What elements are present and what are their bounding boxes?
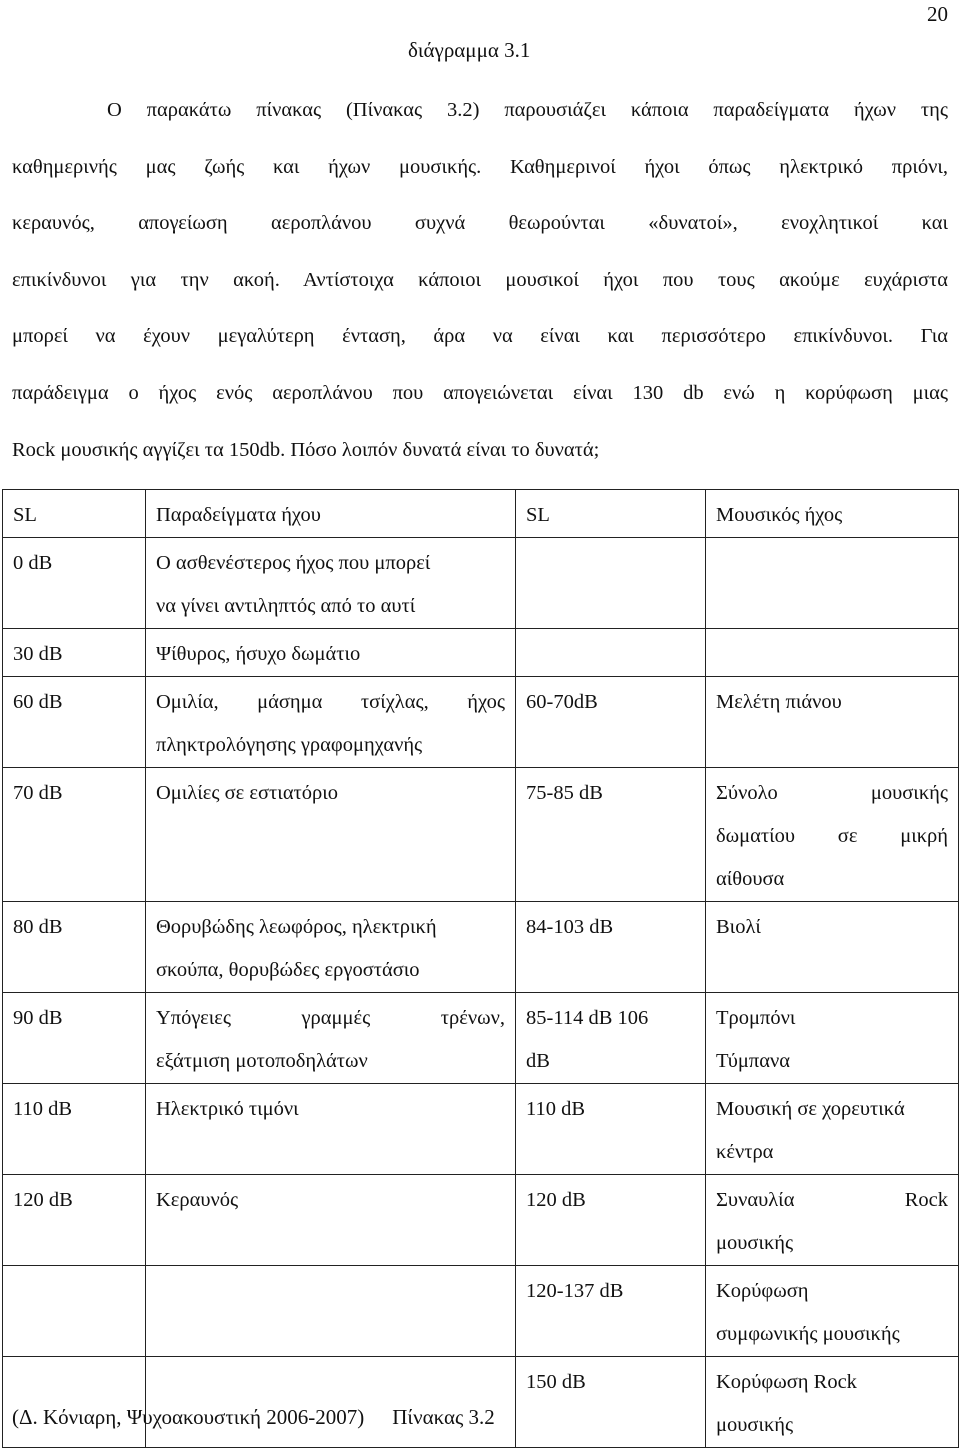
cell-sound-example: Θορυβώδης λεωφόρος, ηλεκτρική σκούπα, θορυβώδες εργοστάσιο (146, 902, 516, 993)
cell-music-level (516, 629, 706, 677)
header-examples: Παραδείγματα ήχου (146, 490, 516, 538)
cell-sound-example: Ο ασθενέστερος ήχος που μπορεί να γίνει αντιληπτός από το αυτί (146, 538, 516, 629)
paragraph-line: Ο παρακάτω πίνακας (Πίνακας 3.2) παρουσιάζει κάποια παραδείγματα ήχων της (107, 99, 948, 121)
cell-music-sound: Κορύφωση Rock μουσικής (706, 1357, 959, 1448)
cell-music-level: 84-103 dB (516, 902, 706, 993)
cell-music-level (516, 538, 706, 629)
table-source (12, 1405, 495, 1430)
header-sl: SL (3, 490, 146, 538)
cell-sound-example (146, 1266, 516, 1357)
cell-sound-example: Ομιλία, μάσημα τσίχλας, ήχος πληκτρολόγησης γραφομηχανής (146, 677, 516, 768)
table-row (3, 1084, 959, 1175)
cell-sound-example: Ομιλίες σε εστιατόριο (146, 768, 516, 902)
table-row (3, 629, 959, 677)
cell-music-sound: Τρομπόνι Τύμπανα (706, 993, 959, 1084)
cell-music-level: 60-70dB (516, 677, 706, 768)
cell-sound-level: 80 dB (3, 902, 146, 993)
table-caption: Πίνακας 3.2 (392, 1405, 495, 1429)
cell-music-level: 120-137 dB (516, 1266, 706, 1357)
cell-sound-example: Κεραυνός (146, 1175, 516, 1266)
cell-sound-level: 110 dB (3, 1084, 146, 1175)
table-row (3, 1357, 959, 1448)
cell-music-level: 75-85 dB (516, 768, 706, 902)
figure-caption: διάγραμμα 3.1 (408, 38, 531, 62)
table-row (3, 993, 959, 1084)
cell-music-sound: Μουσική σε χορευτικά κέντρα (706, 1084, 959, 1175)
paragraph-line: κεραυνός, απογείωση αεροπλάνου συχνά θεωρούνται «δυνατοί», ενοχλητικοί και (12, 212, 948, 235)
cell-sound-example: Ψίθυρος, ήσυχο δωμάτιο (146, 629, 516, 677)
cell-music-sound: Κορύφωση συμφωνικής μουσικής (706, 1266, 959, 1357)
cell-sound-level: 70 dB (3, 768, 146, 902)
page-number: 20 (927, 2, 948, 26)
sound-level-table (2, 489, 959, 1448)
table-row (3, 538, 959, 629)
source-citation: (Δ. Κόνιαρη, Ψυχοακουστική 2006-2007) (12, 1405, 365, 1429)
table-row (3, 1266, 959, 1357)
cell-sound-example: Υπόγειες γραμμές τρένων, εξάτμιση μοτοποδηλάτων (146, 993, 516, 1084)
cell-music-sound: Σύνολο μουσικής δωματίου σε μικρή αίθουσα (706, 768, 959, 902)
cell-music-level: 110 dB (516, 1084, 706, 1175)
body-paragraph (12, 82, 948, 478)
table-row (3, 768, 959, 902)
cell-sound-level (3, 1266, 146, 1357)
cell-sound-level: 30 dB (3, 629, 146, 677)
table-row (3, 902, 959, 993)
cell-sound-example (146, 1357, 516, 1448)
cell-music-sound: Συναυλία Rock μουσικής (706, 1175, 959, 1266)
cell-sound-level: 120 dB (3, 1175, 146, 1266)
cell-music-level: 150 dB (516, 1357, 706, 1448)
cell-music-level: 120 dB (516, 1175, 706, 1266)
header-music-sound: Μουσικός ήχος (706, 490, 959, 538)
table-row (3, 677, 959, 768)
header-sl-music: SL (516, 490, 706, 538)
table-header-row (3, 490, 959, 538)
cell-music-sound: Μελέτη πιάνου (706, 677, 959, 768)
paragraph-line: Rock μουσικής αγγίζει τα 150db. Πόσο λοιπόν δυνατά είναι το δυνατά; (12, 438, 600, 461)
cell-sound-level (3, 1357, 146, 1448)
paragraph-line: καθημερινής μας ζωής και ήχων μουσικής. Καθημερινοί ήχοι όπως ηλεκτρικό πριόνι, (12, 155, 948, 178)
cell-music-level: 85-114 dB 106 dB (516, 993, 706, 1084)
cell-sound-level: 60 dB (3, 677, 146, 768)
cell-music-sound (706, 538, 959, 629)
paragraph-line: παράδειγμα ο ήχος ενός αεροπλάνου που απογειώνεται είναι 130 db ενώ η κορύφωση μιας (12, 381, 948, 404)
cell-sound-level: 0 dB (3, 538, 146, 629)
paragraph-line: επικίνδυνοι για την ακοή. Αντίστοιχα κάποιοι μουσικοί ήχοι που τους ακούμε ευχάριστα (12, 268, 948, 291)
cell-music-sound (706, 629, 959, 677)
cell-music-sound: Βιολί (706, 902, 959, 993)
cell-sound-level: 90 dB (3, 993, 146, 1084)
cell-sound-example: Ηλεκτρικό τιμόνι (146, 1084, 516, 1175)
table-row (3, 1175, 959, 1266)
paragraph-line: μπορεί να έχουν μεγαλύτερη ένταση, άρα να είναι και περισσότερο επικίνδυνοι. Για (12, 325, 948, 348)
